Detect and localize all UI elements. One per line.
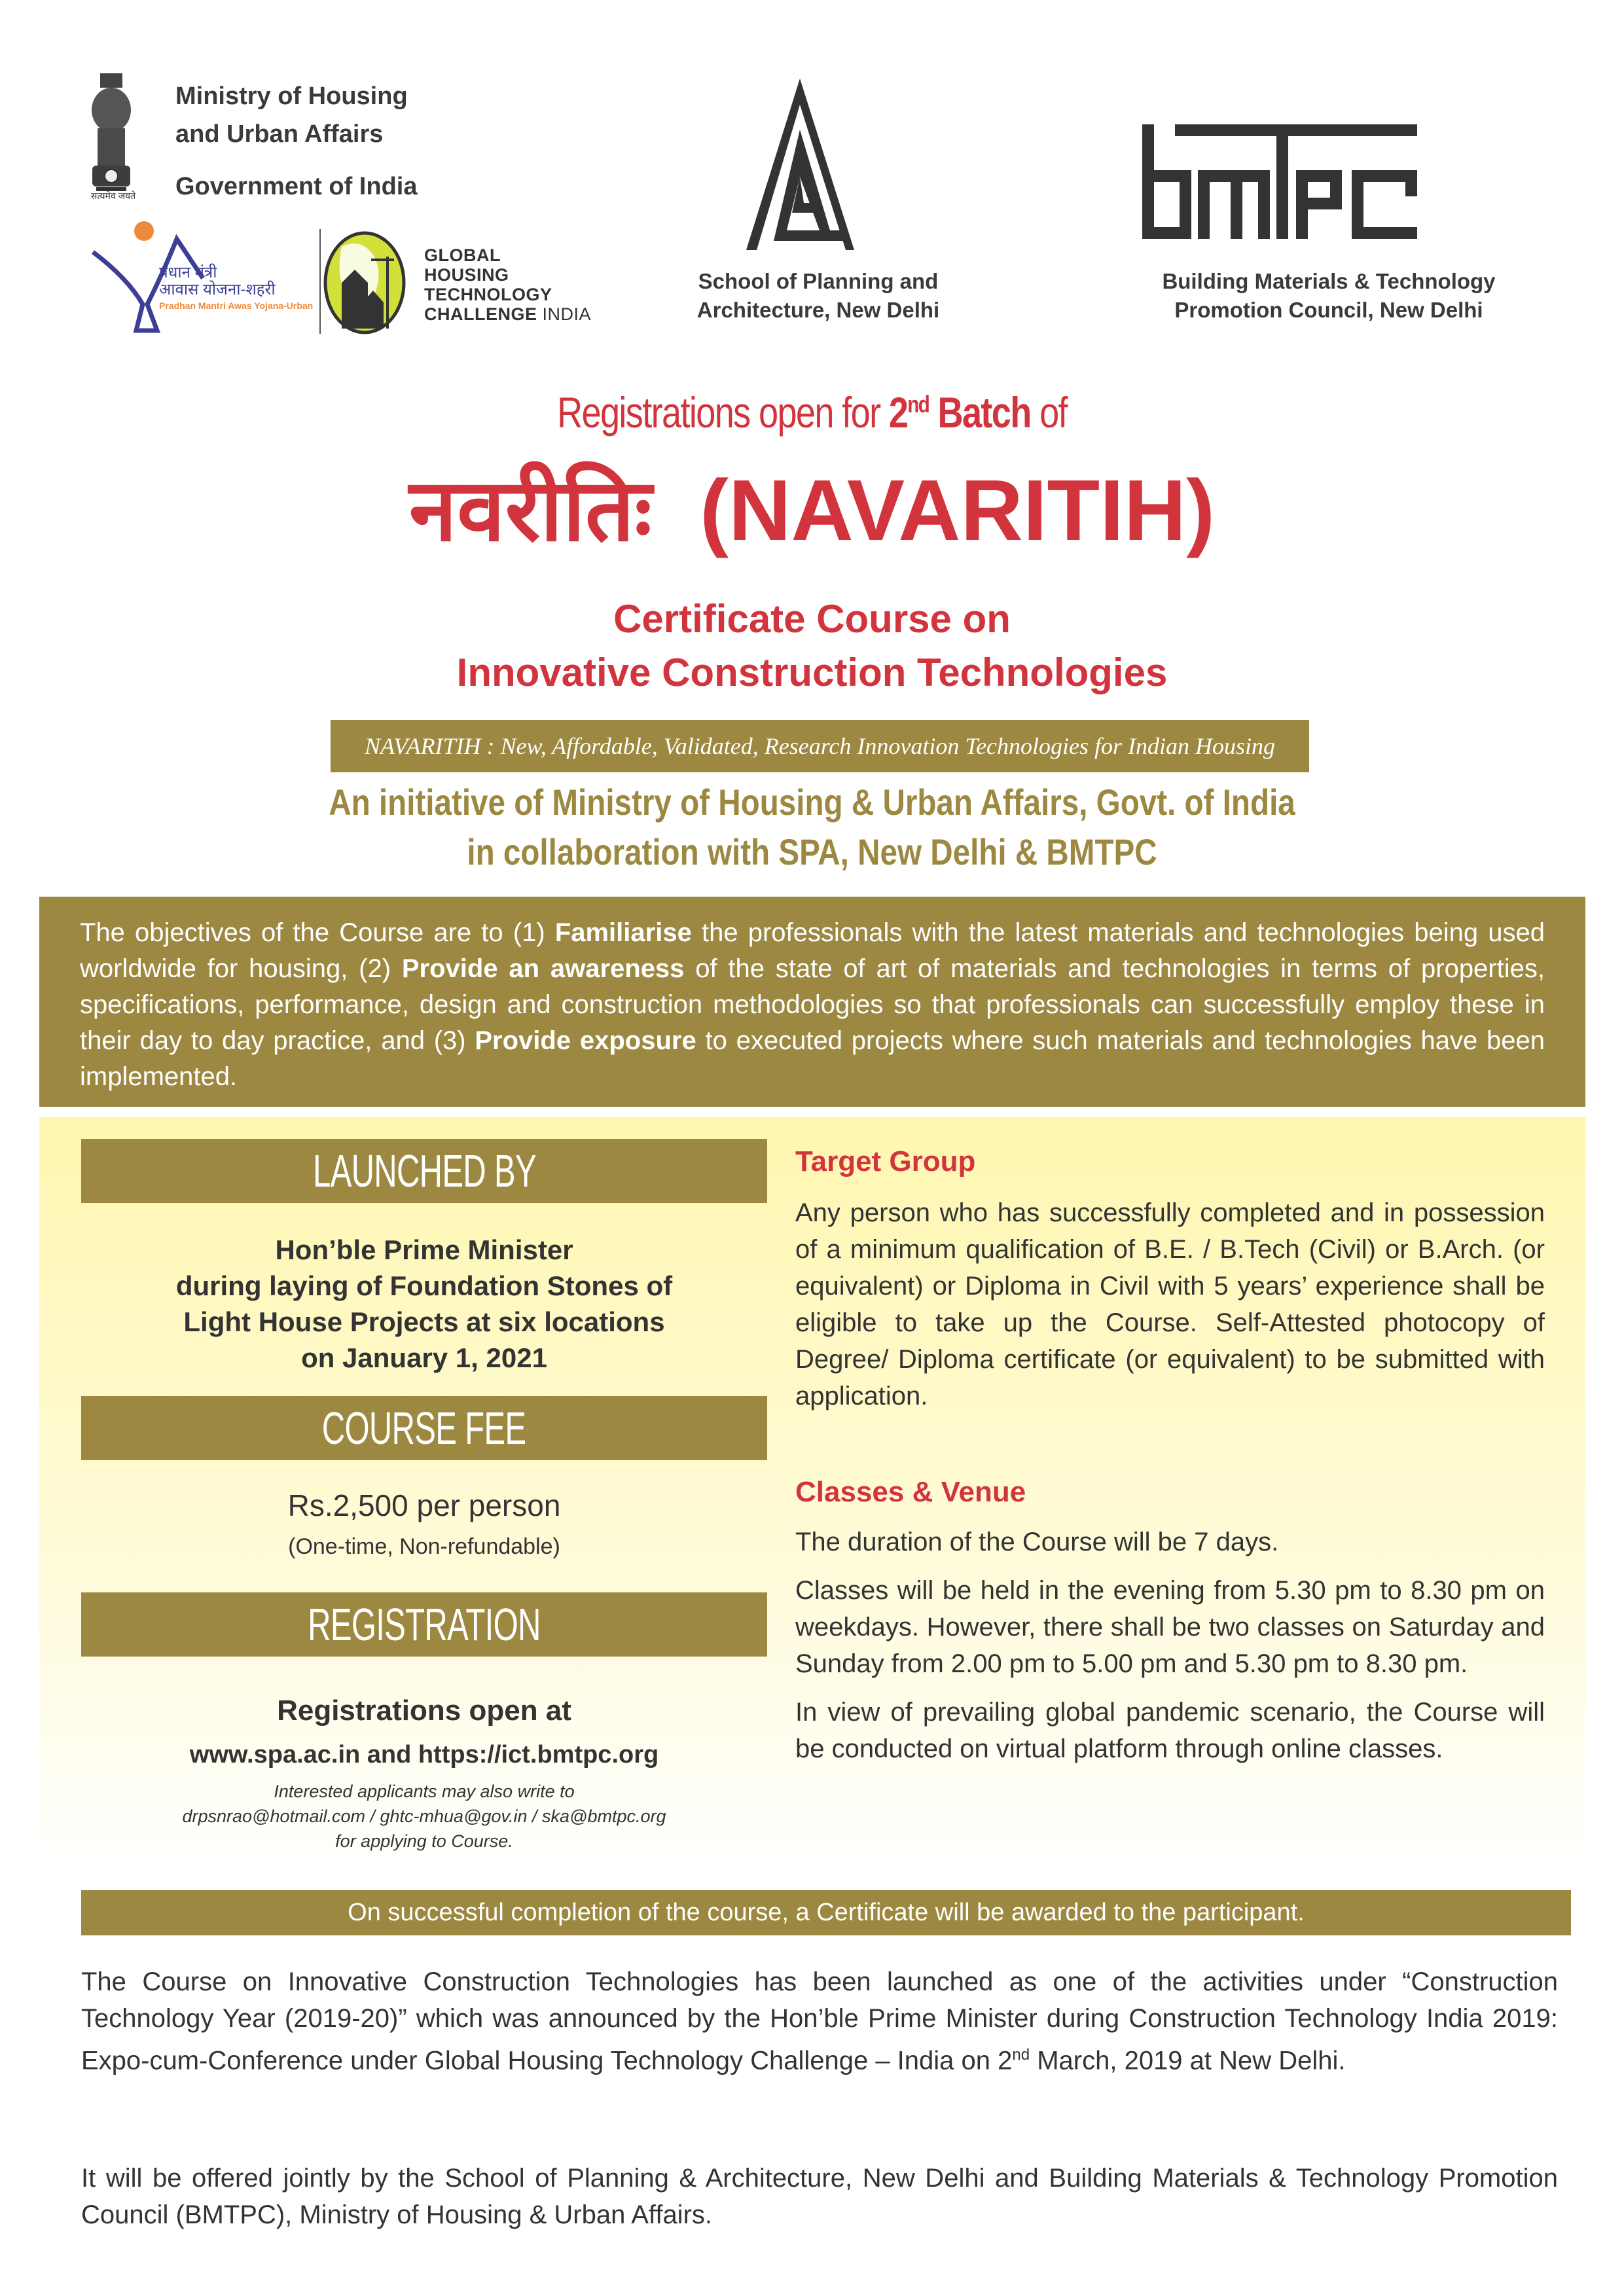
contact-note-line-3: for applying to Course. bbox=[335, 1831, 513, 1851]
course-name-title bbox=[0, 461, 1624, 560]
reg-batch-suffix: nd bbox=[907, 391, 929, 418]
pmay-hindi-2: आवास योजना-शहरी bbox=[159, 281, 276, 298]
bmtpc-name bbox=[1047, 267, 1610, 325]
ghtc-line-4: CHALLENGE bbox=[424, 304, 537, 324]
classes-schedule: Classes will be held in the evening from 5.30 pm to 8.30 pm on weekdays. However, there shall be two classes on Saturday and Sunday from 2.00 pm to 5.00 pm and 5.30 pm to 8.30 pm. bbox=[795, 1576, 1545, 1678]
offering-paragraph: It will be offered jointly by the School of Planning & Architecture, New Delhi and Building Materials & Technology Promotion Council (BMTPC), Ministry of Housing & Urban Affairs. bbox=[81, 2164, 1558, 2229]
reg-batch-number: 2 bbox=[888, 388, 908, 437]
course-fee-amount: Rs.2,500 per person bbox=[287, 1488, 561, 1522]
logo-divider bbox=[319, 229, 321, 334]
pmay-hindi-1: प्रधान मंत्री bbox=[159, 264, 217, 281]
date-suffix: nd bbox=[1012, 2046, 1030, 2064]
registration-urls[interactable]: www.spa.ac.in and https://ict.bmtpc.org bbox=[189, 1741, 659, 1768]
target-group-text: Any person who has successfully completed and in possession of a minimum qualification of B.E. / B.Tech (Civil) or B.Arch. (or equivalent) or Diploma in Civil with 5 years’ experience shall be eligible to take up the Course. Self-Attested photocopy of Degree/ Diploma certificate (or equivalent) to be submitted with application. bbox=[795, 1198, 1545, 1410]
spa-line-2: Architecture, New Delhi bbox=[696, 298, 940, 322]
objectives-text-3: of the state of art of materials and technologies in terms of properties, specifications, performance, design and construction methodologies so that professionals can successfully employ these in their day to day practice, and (3) bbox=[80, 954, 1545, 1055]
launched-by-line: on January 1, 2021 bbox=[301, 1342, 547, 1373]
contact-note-line-1: Interested applicants may also write to bbox=[274, 1782, 575, 1801]
national-emblem-icon bbox=[88, 71, 134, 208]
objectives-bold-1: Familiarise bbox=[554, 918, 692, 947]
spa-name bbox=[655, 267, 982, 325]
registration-open-at: Registrations open at bbox=[277, 1695, 571, 1727]
course-name-hindi: नवरीतिः bbox=[408, 462, 652, 558]
background-text-end: March, 2019 at New Delhi. bbox=[1030, 2046, 1346, 2075]
spa-logo-icon bbox=[746, 79, 854, 255]
course-fee-heading-text: COURSE FEE bbox=[322, 1403, 526, 1454]
objectives-bold-2: Provide an awareness bbox=[401, 954, 685, 983]
reg-batch-word: Batch bbox=[929, 388, 1031, 437]
launched-by-heading-text: LAUNCHED BY bbox=[312, 1145, 536, 1196]
spa-line-1: School of Planning and bbox=[698, 269, 939, 293]
initiative-statement bbox=[122, 778, 1502, 877]
target-group-heading: Target Group bbox=[795, 1145, 976, 1177]
certificate-note: On successful completion of the course, a Certificate will be awarded to the participant. bbox=[81, 1890, 1571, 1935]
course-fee-note: (One-time, Non-refundable) bbox=[288, 1534, 560, 1559]
registration-announcement bbox=[146, 387, 1477, 437]
launched-by-details bbox=[81, 1232, 767, 1376]
course-subtitle bbox=[0, 592, 1624, 700]
course-subtitle-line-1: Certificate Course on bbox=[613, 597, 1011, 641]
reg-prefix: Registrations open for bbox=[557, 388, 889, 437]
ministry-line-1: Ministry of Housing bbox=[175, 82, 408, 110]
emblem-motto: सत्यमेव जयते bbox=[90, 190, 136, 201]
ghtc-name bbox=[424, 245, 591, 324]
registration-heading bbox=[81, 1592, 767, 1657]
launched-by-line: Light House Projects at six locations bbox=[183, 1306, 665, 1337]
pmay-logo bbox=[92, 219, 317, 334]
ghtc-line-3: TECHNOLOGY bbox=[424, 285, 552, 304]
classes-venue-section bbox=[795, 1473, 1545, 1767]
reg-suffix: of bbox=[1030, 388, 1067, 437]
registration-contact-note bbox=[81, 1779, 767, 1854]
objectives-text-2: the professionals with the latest materials and technologies being used worldwide for housing, (2) bbox=[80, 918, 1545, 983]
ghtc-logo-icon bbox=[322, 230, 407, 335]
ghtc-line-4-india: INDIA bbox=[537, 304, 592, 324]
bmtpc-logo-icon bbox=[1142, 124, 1417, 239]
classes-mode: In view of prevailing global pandemic scenario, the Course will be conducted on virtual platform through online classes. bbox=[795, 1698, 1545, 1763]
classes-venue-heading: Classes & Venue bbox=[795, 1476, 1026, 1508]
initiative-line-2: in collaboration with SPA, New Delhi & BMTPC bbox=[467, 831, 1157, 872]
ministry-line-2: and Urban Affairs bbox=[175, 120, 384, 148]
contact-emails[interactable]: drpsnrao@hotmail.com / ghtc-mhua@gov.in / ska@bmtpc.org bbox=[182, 1806, 666, 1826]
background-paragraph bbox=[81, 1964, 1558, 2079]
bmtpc-line-2: Promotion Council, New Delhi bbox=[1174, 298, 1483, 322]
ghtc-line-2: HOUSING bbox=[424, 265, 509, 285]
background-text: The Course on Innovative Construction Technologies has been launched as one of the activities under “Construction Technology Year (2019-20)” which was announced by the Hon’ble Prime Minister during Construction Technology India 2019: Expo-cum-Conference under Global Housing Technology Challenge – India on 2 bbox=[81, 1967, 1558, 2075]
objectives-text-4: to executed projects where such materials and technologies have been implemented. bbox=[80, 1026, 1545, 1091]
launched-by-line: during laying of Foundation Stones of bbox=[175, 1270, 673, 1301]
registration-heading-text: REGISTRATION bbox=[308, 1599, 541, 1650]
bmtpc-line-1: Building Materials & Technology bbox=[1162, 269, 1496, 293]
launched-by-heading bbox=[81, 1139, 767, 1203]
objectives-box bbox=[39, 897, 1585, 1107]
acronym-tagline: NAVARITIH : New, Affordable, Validated, Research Innovation Technologies for Indian Housing bbox=[331, 720, 1309, 772]
course-fee-heading bbox=[81, 1396, 767, 1460]
initiative-line-1: An initiative of Ministry of Housing & Urban Affairs, Govt. of India bbox=[329, 781, 1295, 823]
ministry-name bbox=[175, 77, 417, 206]
target-group-section bbox=[795, 1142, 1545, 1414]
course-subtitle-line-2: Innovative Construction Technologies bbox=[456, 651, 1168, 694]
ministry-line-3: Government of India bbox=[175, 173, 418, 200]
launched-by-line: Hon’ble Prime Minister bbox=[275, 1234, 573, 1265]
objectives-bold-3: Provide exposure bbox=[475, 1026, 696, 1055]
pmay-english: Pradhan Mantri Awas Yojana-Urban bbox=[159, 300, 314, 311]
course-name-english: (NAVARITIH) bbox=[700, 462, 1216, 558]
classes-duration: The duration of the Course will be 7 days. bbox=[795, 1528, 1279, 1556]
objectives-text-1: The objectives of the Course are to (1) bbox=[80, 918, 555, 947]
ghtc-line-1: GLOBAL bbox=[424, 245, 501, 265]
